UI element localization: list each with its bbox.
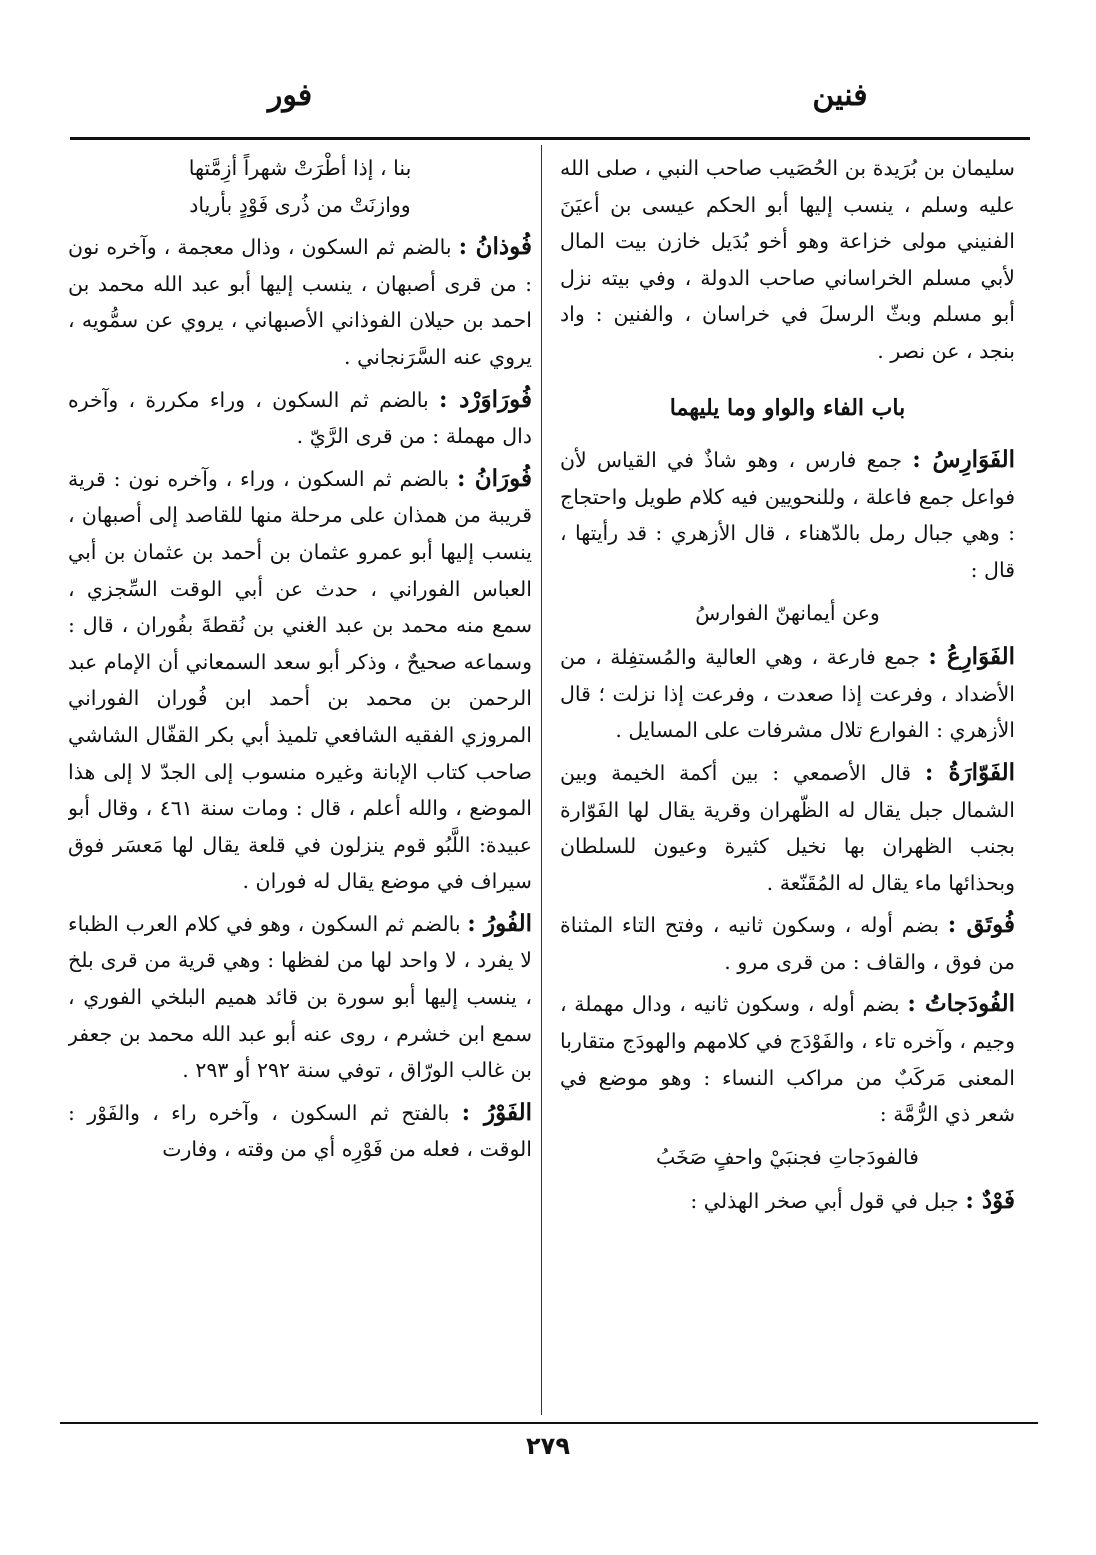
entry-fawari xyxy=(560,639,1015,749)
verse-line: ووازنَتْ من ذُرى فَوْدٍ بأرياد xyxy=(189,192,411,217)
entry-furaward xyxy=(68,382,532,455)
headword: فُوتَق : xyxy=(947,911,1015,939)
entry-furan xyxy=(68,461,532,900)
entry-text: قال الأصمعي : بين أكمة الخيمة وبين الشمال جبل يقال له الظّهران وقرية يقال لها الفَوّارة بجنب الظهران بها نخيل كثيرة وعيون للسلطان وبحذائها ماء يقال له المُقَنّعة . xyxy=(560,760,1015,895)
entry-fawwara xyxy=(560,755,1015,901)
entry-text: بضم أوله ، وسكون ثانيه ، ودال مهملة ، وجيم ، وآخره تاء ، والفَوْدَج في كلامهم والهودَج متقاربا المعنى مَركَبٌ من مراكب النساء : وهو موضع في شعر ذي الرُّمَّة : xyxy=(560,992,1015,1127)
entry-alfur xyxy=(68,906,532,1089)
headword: فَوْدٌ : xyxy=(965,1187,1015,1215)
headword: الفُودَجاتُ : xyxy=(907,990,1015,1018)
entry-text: جمع فارس ، وهو شاذٌ في القياس لأن فواعل جمع فاعلة ، وللنحويين فيه كلام طويل واحتجاج : وهي جبال رمل بالدّهناء ، قال الأزهري : قد رأيتها ، قال : xyxy=(560,448,1015,582)
entry-alfawr xyxy=(68,1095,532,1168)
headword: الفَوَارِعُ : xyxy=(928,643,1015,671)
entry-text: بالفتح ثم السكون ، وآخره راء ، والفَوْر : الوقت ، فعله من فَوْرِه أي من وقته ، وفارت xyxy=(68,1100,532,1162)
headword: الفَوّارَةُ : xyxy=(924,758,1015,786)
page-number: ٢٧٩ xyxy=(526,1432,570,1460)
verse-line: فالفودَجاتِ فجنبَيْ واحفٍ صَخَبُ xyxy=(656,1144,919,1169)
left-column xyxy=(68,150,532,1410)
intro-paragraph: سليمان بن بُرَيدة بن الحُصَيب صاحب النبي ، صلى الله عليه وسلم ، ينسب إليها أبو الحكم عيسى بن أعيَنَ الفنيني مولى خزاعة وهو أخو بُدَيل خازن بيت المال لأبي مسلم الخراساني صاحب الدولة ، وفي بيته نزل أبو مسلم وبثّ الرسلَ في خراسان ، والفنين : واد بنجد ، عن نصر . xyxy=(560,156,1015,363)
headword: فُورَاوَرْد : xyxy=(438,385,532,413)
footer-rule xyxy=(60,1422,1038,1424)
running-head-left: فور xyxy=(267,78,313,113)
headword: فُورَانُ : xyxy=(456,464,532,492)
entry-text: بالضم ثم السكون ، وذال معجمة ، وآخره نون : من قرى أصبهان ، ينسب إليها أبو عبد الله محمد بن احمد بن حيلان الفوذاني الأصبهاني ، يروي عن سمُّويه ، يروي عنه السَّرَنجاني . xyxy=(68,235,532,369)
running-head-right: فنين xyxy=(812,78,868,113)
section-heading: باب الفاء والواو وما يليهما xyxy=(669,394,906,421)
verse-line: بنا ، إذا أطْرَتْ شهراً أزِمَّتها xyxy=(188,156,412,180)
headword: الفَوَارِسُ : xyxy=(912,446,1015,474)
right-column xyxy=(560,150,1015,1410)
entry-text: جمع فارعة ، وهي العالية والمُستفِلة ، من الأضداد ، وفرعت إذا صعدت ، وفرعت إذا نزلت ؛ قال الأزهري : الفوارع تلال مشرفات على المسايل . xyxy=(560,645,1015,743)
headword: الفُورُ : xyxy=(467,909,532,937)
entry-fudajat xyxy=(560,986,1015,1132)
entry-fudhan xyxy=(68,229,532,375)
entry-text: بالضم ثم السكون ، وراء مكررة ، وآخره دال مهملة : من قرى الرَّيّ . xyxy=(68,387,532,449)
verse-line: وعن أيمانهنّ الفوارسُ xyxy=(695,600,880,625)
column-divider xyxy=(541,145,542,1415)
entry-fawaris xyxy=(560,442,1015,588)
headword: فُوذانُ : xyxy=(458,233,532,261)
entry-text: بالضم ثم السكون ، وهو في كلام العرب الظباء لا يفرد ، لا واحد لها من لفظها : وهي قرية من قرى بلخ ، ينسب إليها أبو سورة بن قائد هميم البلخي الفوري ، سمع ابن خشرم ، روى عنه أبو عبد الله محمد بن جعفر بن غالب الورّاق ، توفي سنة ٢٩٢ أو ٢٩٣ . xyxy=(68,911,532,1083)
entry-futaq xyxy=(560,907,1015,980)
header-rule xyxy=(70,137,1030,140)
entry-fawd xyxy=(560,1183,1015,1220)
entry-text: بالضم ثم السكون ، وراء ، وآخره نون : قرية قريبة من همذان على مرحلة منها للقاصد إلى أصبهان ، ينسب إليها أبو عمرو عثمان بن أحمد بن عثمان بن أبي العباس الفوراني ، حدث عن أبي الوقت السِّجزي ، سمع منه محمد بن عبد الغني بن نُقطةَ بفُوران ، قال : وسماعه صحيحٌ ، وذكر أبو سعد السمعاني أن الإمام عبد الرحمن بن محمد بن أحمد ابن فُوران الفوراني المروزي الفقيه الشافعي تلميذ أبي بكر القفّال الشاشي صاحب كتاب الإبانة وغيره منسوب إلى الجدّ لا إلى هذا الموضع ، والله أعلم ، قال : ومات سنة ٤٦١ ، وقال أبو عبيدة: اللَّبُو قوم ينزلون في قلعة يقال لها مَعسَر فوق سيراف في موضع يقال له فوران . xyxy=(68,466,532,894)
entry-text: جبل في قول أبي صخر الهذلي : xyxy=(690,1189,959,1214)
entry-text: بضم أوله ، وسكون ثانيه ، وفتح التاء المثناة من فوق ، والقاف : من قرى مرو . xyxy=(560,913,1015,974)
headword: الفَوْرُ : xyxy=(461,1098,532,1126)
